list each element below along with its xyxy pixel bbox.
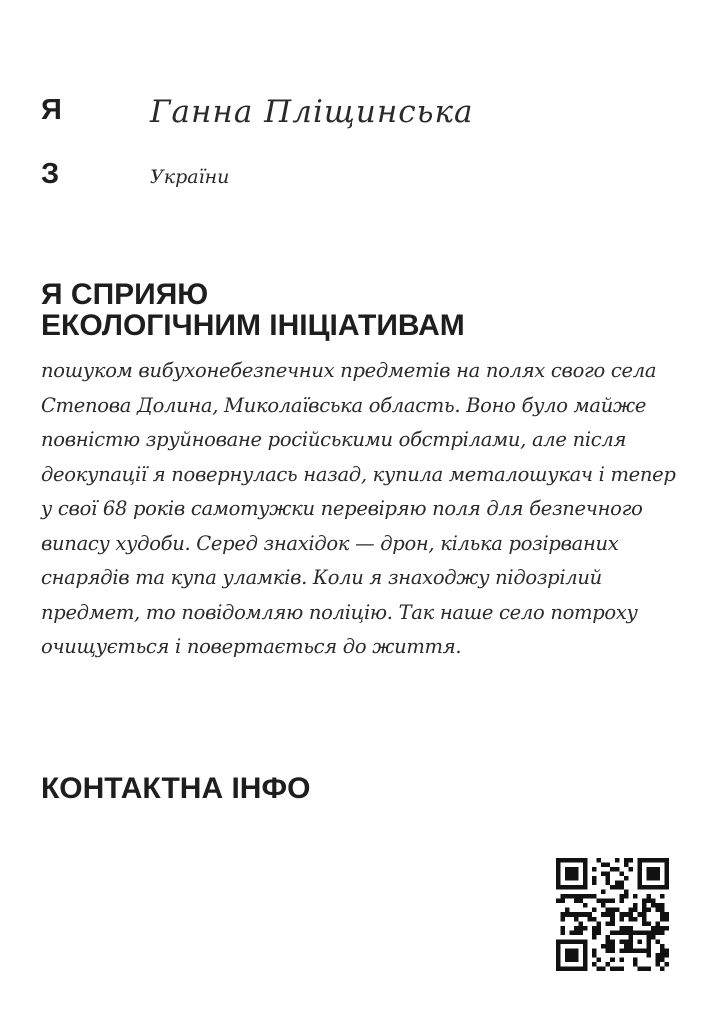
person-name: Ганна Пліщинська	[150, 94, 474, 130]
initiative-heading-line2: ЕКОЛОГІЧНИМ ІНІЦІАТИВАМ	[41, 309, 465, 342]
row-label-ya: Я	[41, 94, 62, 126]
qr-code-icon[interactable]	[556, 858, 669, 971]
initiative-heading	[41, 279, 681, 341]
initiative-heading-line1: Я СПРИЯЮ	[41, 278, 209, 311]
person-country: України	[150, 166, 230, 188]
story-text: пошуком вибухонебезпечних предметів на полях свого села Степова Долина, Миколаївська область. Воно було майже повністю зруйноване російськими обстрілами, але після деокупації я повернулась назад, купила металошукач і тепер у свої 68 років самотужки перевіряю поля для безпечного випасу худоби. Серед знахідок — дрон, кілька розірваних снарядів та купа уламків. Коли я знаходжу підозрілий предмет, то повідомляю поліцію. Так наше село потроху очищується і повертається до життя.	[41, 359, 676, 658]
contact-heading: КОНТАКТНА ІНФО	[41, 772, 311, 805]
row-label-z: З	[41, 158, 60, 190]
